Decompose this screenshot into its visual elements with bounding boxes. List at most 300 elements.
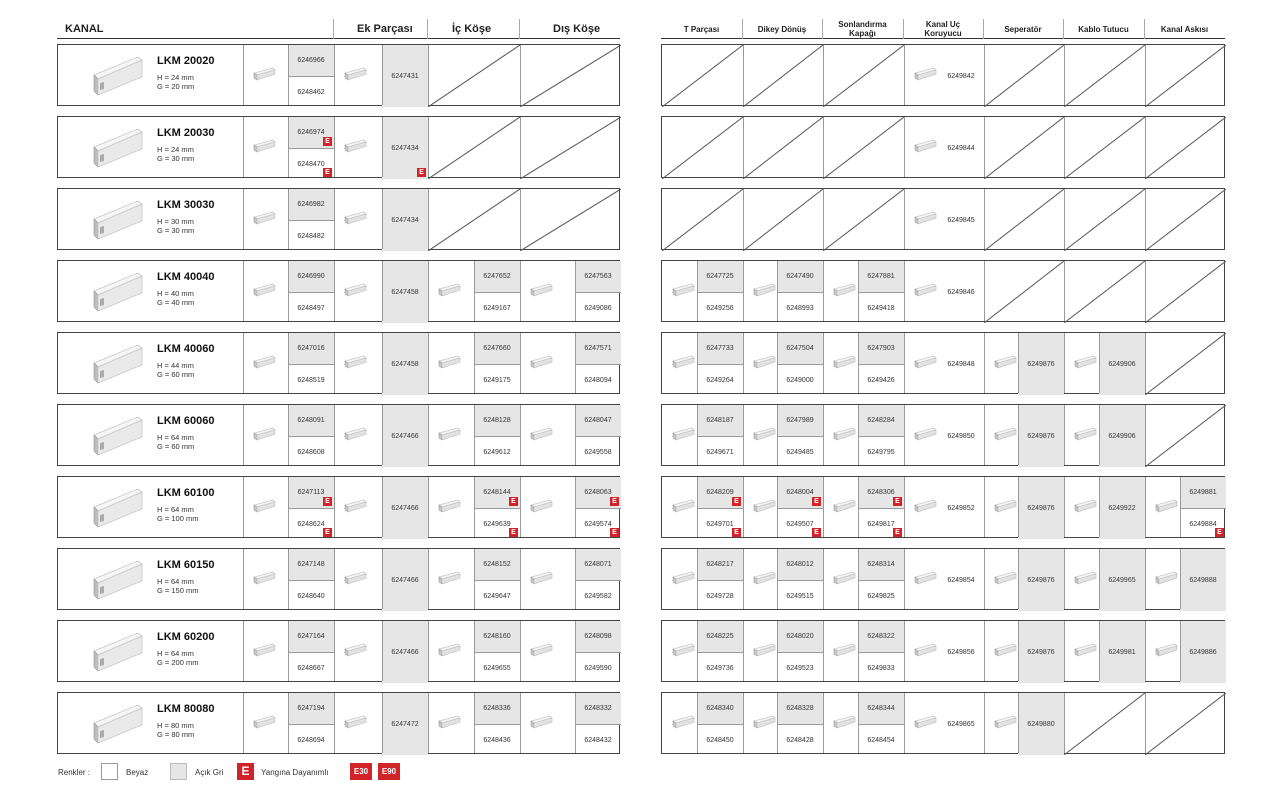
part-thumbnail-icon [992, 427, 1018, 443]
product-code: 6247989 [786, 417, 814, 424]
product-code: 6249736 [706, 665, 734, 672]
part-thumbnail-icon [1153, 571, 1179, 587]
part-thumbnail-icon [912, 499, 938, 515]
fire-resistant-badge: E [1215, 528, 1224, 537]
cell-divider [520, 693, 521, 753]
channel-product-icon [88, 485, 144, 531]
product-code: 6249842 [947, 73, 975, 80]
not-available-cell [743, 189, 823, 251]
cell-divider [823, 549, 824, 609]
cell-divider [1064, 621, 1065, 681]
product-code: 6247652 [483, 273, 511, 280]
product-code: 6248012 [786, 561, 814, 568]
product-code: 6247194 [297, 705, 325, 712]
product-code: 6247164 [297, 633, 325, 640]
product-code: 6249845 [947, 217, 975, 224]
product-code: 6249647 [483, 593, 511, 600]
product-code: 6247881 [867, 273, 895, 280]
cell-divider [334, 549, 335, 609]
code-divider [288, 76, 334, 77]
cell-divider [243, 693, 244, 753]
fire-resistant-badge: E [893, 497, 902, 506]
cell-divider [334, 333, 335, 393]
not-available-cell [1064, 45, 1145, 107]
product-code: 6248063 [584, 489, 612, 496]
part-thumbnail-icon [1072, 643, 1098, 659]
part-thumbnail-icon [912, 211, 938, 227]
part-thumbnail-icon [992, 571, 1018, 587]
part-thumbnail-icon [528, 499, 554, 515]
product-row-right [661, 692, 1225, 754]
part-thumbnail-icon [670, 571, 696, 587]
product-code: 6248694 [297, 737, 325, 744]
part-thumbnail-icon [342, 139, 368, 155]
code-divider [697, 436, 743, 437]
product-row-right [661, 620, 1225, 682]
fire-resistant-badge: E [732, 497, 741, 506]
cell-divider [428, 621, 429, 681]
not-available-cell [1064, 189, 1145, 251]
code-divider [288, 724, 334, 725]
fire-resistant-badge: E [610, 528, 619, 537]
part-thumbnail-icon [1072, 355, 1098, 371]
part-thumbnail-icon [912, 571, 938, 587]
product-height: H = 30 mm [157, 217, 194, 226]
product-height: H = 64 mm [157, 649, 194, 658]
part-thumbnail-icon [436, 499, 462, 515]
product-width: G = 100 mm [157, 514, 199, 523]
product-code: 6247458 [391, 289, 419, 296]
code-divider [288, 508, 334, 509]
product-code: 6248187 [706, 417, 734, 424]
cell-divider [428, 477, 429, 537]
product-row-left [57, 548, 620, 610]
product-height: H = 64 mm [157, 577, 194, 586]
product-code: 6248047 [584, 417, 612, 424]
product-code: 6249884 [1189, 521, 1217, 528]
cell-divider [743, 405, 744, 465]
part-thumbnail-icon [831, 283, 857, 299]
product-width: G = 80 mm [157, 730, 195, 739]
part-thumbnail-icon [342, 571, 368, 587]
code-divider [1180, 508, 1226, 509]
product-code: 6249167 [483, 305, 511, 312]
part-thumbnail-icon [670, 283, 696, 299]
cell-divider [1145, 621, 1146, 681]
code-divider [777, 652, 823, 653]
product-code: 6249906 [1108, 433, 1136, 440]
product-code: 6249876 [1027, 433, 1055, 440]
code-divider [697, 724, 743, 725]
code-divider [288, 292, 334, 293]
cell-divider [743, 549, 744, 609]
not-available-cell [1145, 333, 1226, 395]
not-available-cell [1064, 117, 1145, 179]
product-code: 6248624 [297, 521, 325, 528]
part-thumbnail-icon [831, 427, 857, 443]
part-thumbnail-icon [528, 355, 554, 371]
code-divider [777, 724, 823, 725]
product-code: 6248450 [706, 737, 734, 744]
product-code: 6247148 [297, 561, 325, 568]
fire-resistant-badge: E [732, 528, 741, 537]
product-code: 6247466 [391, 505, 419, 512]
product-code: 6248640 [297, 593, 325, 600]
product-code: 6248094 [584, 377, 612, 384]
cell-divider [823, 333, 824, 393]
fire-resistant-badge: E [323, 497, 332, 506]
product-code: 6249612 [483, 449, 511, 456]
cell-divider [984, 405, 985, 465]
part-thumbnail-icon [992, 715, 1018, 731]
cell-divider [243, 549, 244, 609]
cell-divider [243, 117, 244, 177]
product-row-right [661, 476, 1225, 538]
part-thumbnail-icon [436, 643, 462, 659]
code-divider [474, 580, 520, 581]
code-divider [575, 292, 621, 293]
not-available-cell [520, 45, 621, 107]
header-kablo-tutucu: Kablo Tutucu [1078, 24, 1129, 34]
not-available-cell [1064, 693, 1145, 755]
product-code: 6246966 [297, 57, 325, 64]
product-width: G = 150 mm [157, 586, 199, 595]
code-divider [575, 436, 621, 437]
product-code: 6249876 [1027, 577, 1055, 584]
product-row-left [57, 620, 620, 682]
product-code: 6247472 [391, 721, 419, 728]
badge-e30: E30 [350, 763, 372, 780]
not-available-cell [662, 45, 743, 107]
product-code: 6248160 [483, 633, 511, 640]
part-thumbnail-icon [912, 715, 938, 731]
product-code: 6248020 [786, 633, 814, 640]
header-kanal: KANAL [65, 23, 104, 35]
code-divider [777, 436, 823, 437]
product-code: 6249876 [1027, 361, 1055, 368]
part-thumbnail-icon [831, 499, 857, 515]
product-code: 6249426 [867, 377, 895, 384]
part-thumbnail-icon [912, 427, 938, 443]
cell-divider [520, 621, 521, 681]
product-code: 6249558 [584, 449, 612, 456]
product-height: H = 64 mm [157, 505, 194, 514]
product-code: 6249639 [483, 521, 511, 528]
part-thumbnail-icon [251, 139, 277, 155]
cell-divider [904, 45, 905, 105]
part-thumbnail-icon [912, 643, 938, 659]
product-code: 6248144 [483, 489, 511, 496]
product-code: 6249852 [947, 505, 975, 512]
part-thumbnail-icon [751, 283, 777, 299]
fire-resistant-badge: E [610, 497, 619, 506]
cell-divider [904, 405, 905, 465]
channel-product-icon [88, 629, 144, 675]
part-thumbnail-icon [436, 427, 462, 443]
right-header [661, 19, 1225, 39]
product-code: 6248071 [584, 561, 612, 568]
code-divider [474, 652, 520, 653]
not-available-cell [1145, 261, 1226, 323]
part-thumbnail-icon [1072, 427, 1098, 443]
code-divider [288, 364, 334, 365]
product-code: 6249728 [706, 593, 734, 600]
fire-resistant-badge: E [323, 528, 332, 537]
product-width: G = 60 mm [157, 442, 195, 451]
product-code: 6247466 [391, 649, 419, 656]
product-code: 6248432 [584, 737, 612, 744]
product-code: 6249850 [947, 433, 975, 440]
channel-product-icon [88, 557, 144, 603]
part-thumbnail-icon [436, 571, 462, 587]
channel-product-icon [88, 53, 144, 99]
fire-resistant-badge: E [893, 528, 902, 537]
legend-fire-icon: E [237, 763, 254, 780]
part-thumbnail-icon [912, 283, 938, 299]
product-code: 6248128 [483, 417, 511, 424]
header-seperator: Seperatör [1004, 24, 1042, 34]
cell-divider [1145, 549, 1146, 609]
part-thumbnail-icon [670, 499, 696, 515]
product-code: 6249965 [1108, 577, 1136, 584]
code-divider [474, 724, 520, 725]
fire-resistant-badge: E [509, 528, 518, 537]
product-code: 6249881 [1189, 489, 1217, 496]
not-available-cell [1145, 117, 1226, 179]
cell-divider [904, 261, 905, 321]
cell-divider [743, 261, 744, 321]
product-code: 6249848 [947, 361, 975, 368]
code-divider [858, 436, 904, 437]
product-width: G = 30 mm [157, 154, 195, 163]
part-thumbnail-icon [251, 211, 277, 227]
not-available-cell [428, 117, 520, 179]
product-code: 6249590 [584, 665, 612, 672]
product-code: 6249523 [786, 665, 814, 672]
code-divider [858, 724, 904, 725]
product-code: 6248993 [786, 305, 814, 312]
cell-divider [1064, 549, 1065, 609]
part-thumbnail-icon [912, 67, 938, 83]
part-thumbnail-icon [751, 355, 777, 371]
part-thumbnail-icon [912, 139, 938, 155]
part-thumbnail-icon [251, 643, 277, 659]
product-code: 6248004 [786, 489, 814, 496]
cell-divider [334, 621, 335, 681]
cell-divider [428, 693, 429, 753]
product-code: 6248284 [867, 417, 895, 424]
not-available-cell [662, 189, 743, 251]
product-name: LKM 60150 [157, 559, 215, 571]
cell-divider [243, 261, 244, 321]
badge-e90: E90 [378, 763, 400, 780]
cell-divider [984, 693, 985, 753]
cell-divider [428, 333, 429, 393]
part-thumbnail-icon [751, 427, 777, 443]
product-name: LKM 20020 [157, 55, 215, 67]
product-name: LKM 60100 [157, 487, 215, 499]
cell-divider [1064, 477, 1065, 537]
cell-divider [904, 333, 905, 393]
part-thumbnail-icon [992, 499, 1018, 515]
part-thumbnail-icon [436, 283, 462, 299]
cell-divider [243, 333, 244, 393]
product-code: 6247431 [391, 73, 419, 80]
product-code: 6247733 [706, 345, 734, 352]
product-name: LKM 60060 [157, 415, 215, 427]
part-thumbnail-icon [342, 715, 368, 731]
header-kanal-askisi: Kanal Askısı [1160, 24, 1209, 34]
product-code: 6247466 [391, 433, 419, 440]
legend-fire-label: Yangına Dayanımlı [261, 768, 329, 777]
part-thumbnail-icon [342, 283, 368, 299]
part-thumbnail-icon [670, 427, 696, 443]
not-available-cell [823, 45, 904, 107]
product-height: H = 24 mm [157, 73, 194, 82]
cell-divider [428, 261, 429, 321]
channel-product-icon [88, 701, 144, 747]
channel-product-icon [88, 125, 144, 171]
not-available-cell [984, 189, 1064, 251]
code-divider [575, 724, 621, 725]
product-row-left [57, 476, 620, 538]
product-code: 6248470 [297, 161, 325, 168]
cell-divider [520, 477, 521, 537]
product-width: G = 200 mm [157, 658, 199, 667]
not-available-cell [823, 189, 904, 251]
header-t-parcasi: T Parçası [683, 24, 720, 34]
not-available-cell [428, 45, 520, 107]
channel-product-icon [88, 269, 144, 315]
product-code: 6249825 [867, 593, 895, 600]
part-thumbnail-icon [528, 715, 554, 731]
product-code: 6248462 [297, 89, 325, 96]
legend-grey-swatch [170, 763, 187, 780]
product-row-left [57, 260, 620, 322]
product-code: 6248152 [483, 561, 511, 568]
cell-divider [334, 189, 335, 249]
part-thumbnail-icon [251, 427, 277, 443]
cell-divider [823, 261, 824, 321]
cell-divider [243, 621, 244, 681]
channel-product-icon [88, 341, 144, 387]
product-code: 6247571 [584, 345, 612, 352]
product-width: G = 20 mm [157, 82, 195, 91]
cell-divider [904, 189, 905, 249]
header-dikey-donus: Dikey Dönüş [757, 24, 807, 34]
product-code: 6248332 [584, 705, 612, 712]
product-height: H = 80 mm [157, 721, 194, 730]
product-code: 6249886 [1189, 649, 1217, 656]
code-divider [858, 508, 904, 509]
part-thumbnail-icon [992, 643, 1018, 659]
part-thumbnail-icon [342, 499, 368, 515]
code-divider [474, 508, 520, 509]
product-row-right [661, 332, 1225, 394]
product-code: 6247490 [786, 273, 814, 280]
product-code: 6247563 [584, 273, 612, 280]
part-thumbnail-icon [1072, 499, 1098, 515]
product-row-left [57, 188, 620, 250]
cell-divider [1064, 405, 1065, 465]
cell-divider [243, 189, 244, 249]
product-code: 6249507 [786, 521, 814, 528]
product-code: 6249876 [1027, 505, 1055, 512]
product-height: H = 24 mm [157, 145, 194, 154]
product-code: 6249582 [584, 593, 612, 600]
product-row-right [661, 44, 1225, 106]
cell-divider [904, 117, 905, 177]
product-code: 6247016 [297, 345, 325, 352]
not-available-cell [1145, 45, 1226, 107]
not-available-cell [1064, 261, 1145, 323]
part-thumbnail-icon [528, 283, 554, 299]
code-divider [575, 652, 621, 653]
header-ek-parcasi: Ek Parçası [357, 23, 413, 35]
product-code: 6249256 [706, 305, 734, 312]
fire-resistant-badge: E [509, 497, 518, 506]
not-available-cell [984, 117, 1064, 179]
header-dis-kose: Dış Köşe [553, 23, 601, 35]
code-divider [777, 364, 823, 365]
product-code: 6249856 [947, 649, 975, 656]
code-divider [474, 364, 520, 365]
cell-divider [743, 333, 744, 393]
cell-divider [334, 405, 335, 465]
part-thumbnail-icon [992, 355, 1018, 371]
cell-divider [520, 405, 521, 465]
product-code: 6246982 [297, 201, 325, 208]
cell-divider [984, 477, 985, 537]
cell-divider [334, 117, 335, 177]
cell-divider [243, 45, 244, 105]
not-available-cell [984, 45, 1064, 107]
code-divider [858, 364, 904, 365]
code-divider [575, 364, 621, 365]
part-thumbnail-icon [342, 211, 368, 227]
not-available-cell [1145, 405, 1226, 467]
code-divider [575, 508, 621, 509]
code-divider [288, 148, 334, 149]
product-row-right [661, 116, 1225, 178]
product-code: 6248098 [584, 633, 612, 640]
product-width: G = 30 mm [157, 226, 195, 235]
product-code: 6249846 [947, 289, 975, 296]
product-row-right [661, 188, 1225, 250]
fire-resistant-badge: E [812, 528, 821, 537]
product-row-left [57, 44, 620, 106]
not-available-cell [743, 45, 823, 107]
cell-divider [984, 549, 985, 609]
part-thumbnail-icon [251, 355, 277, 371]
product-code: 6249888 [1189, 577, 1217, 584]
product-row-right [661, 548, 1225, 610]
part-thumbnail-icon [831, 571, 857, 587]
product-code: 6248322 [867, 633, 895, 640]
cell-divider [743, 621, 744, 681]
cell-divider [904, 693, 905, 753]
product-code: 6248340 [706, 705, 734, 712]
product-code: 6249655 [483, 665, 511, 672]
cell-divider [823, 621, 824, 681]
product-code: 6248428 [786, 737, 814, 744]
part-thumbnail-icon [436, 355, 462, 371]
part-thumbnail-icon [1072, 571, 1098, 587]
product-code: 6249876 [1027, 649, 1055, 656]
code-divider [858, 652, 904, 653]
code-divider [697, 508, 743, 509]
part-thumbnail-icon [751, 499, 777, 515]
